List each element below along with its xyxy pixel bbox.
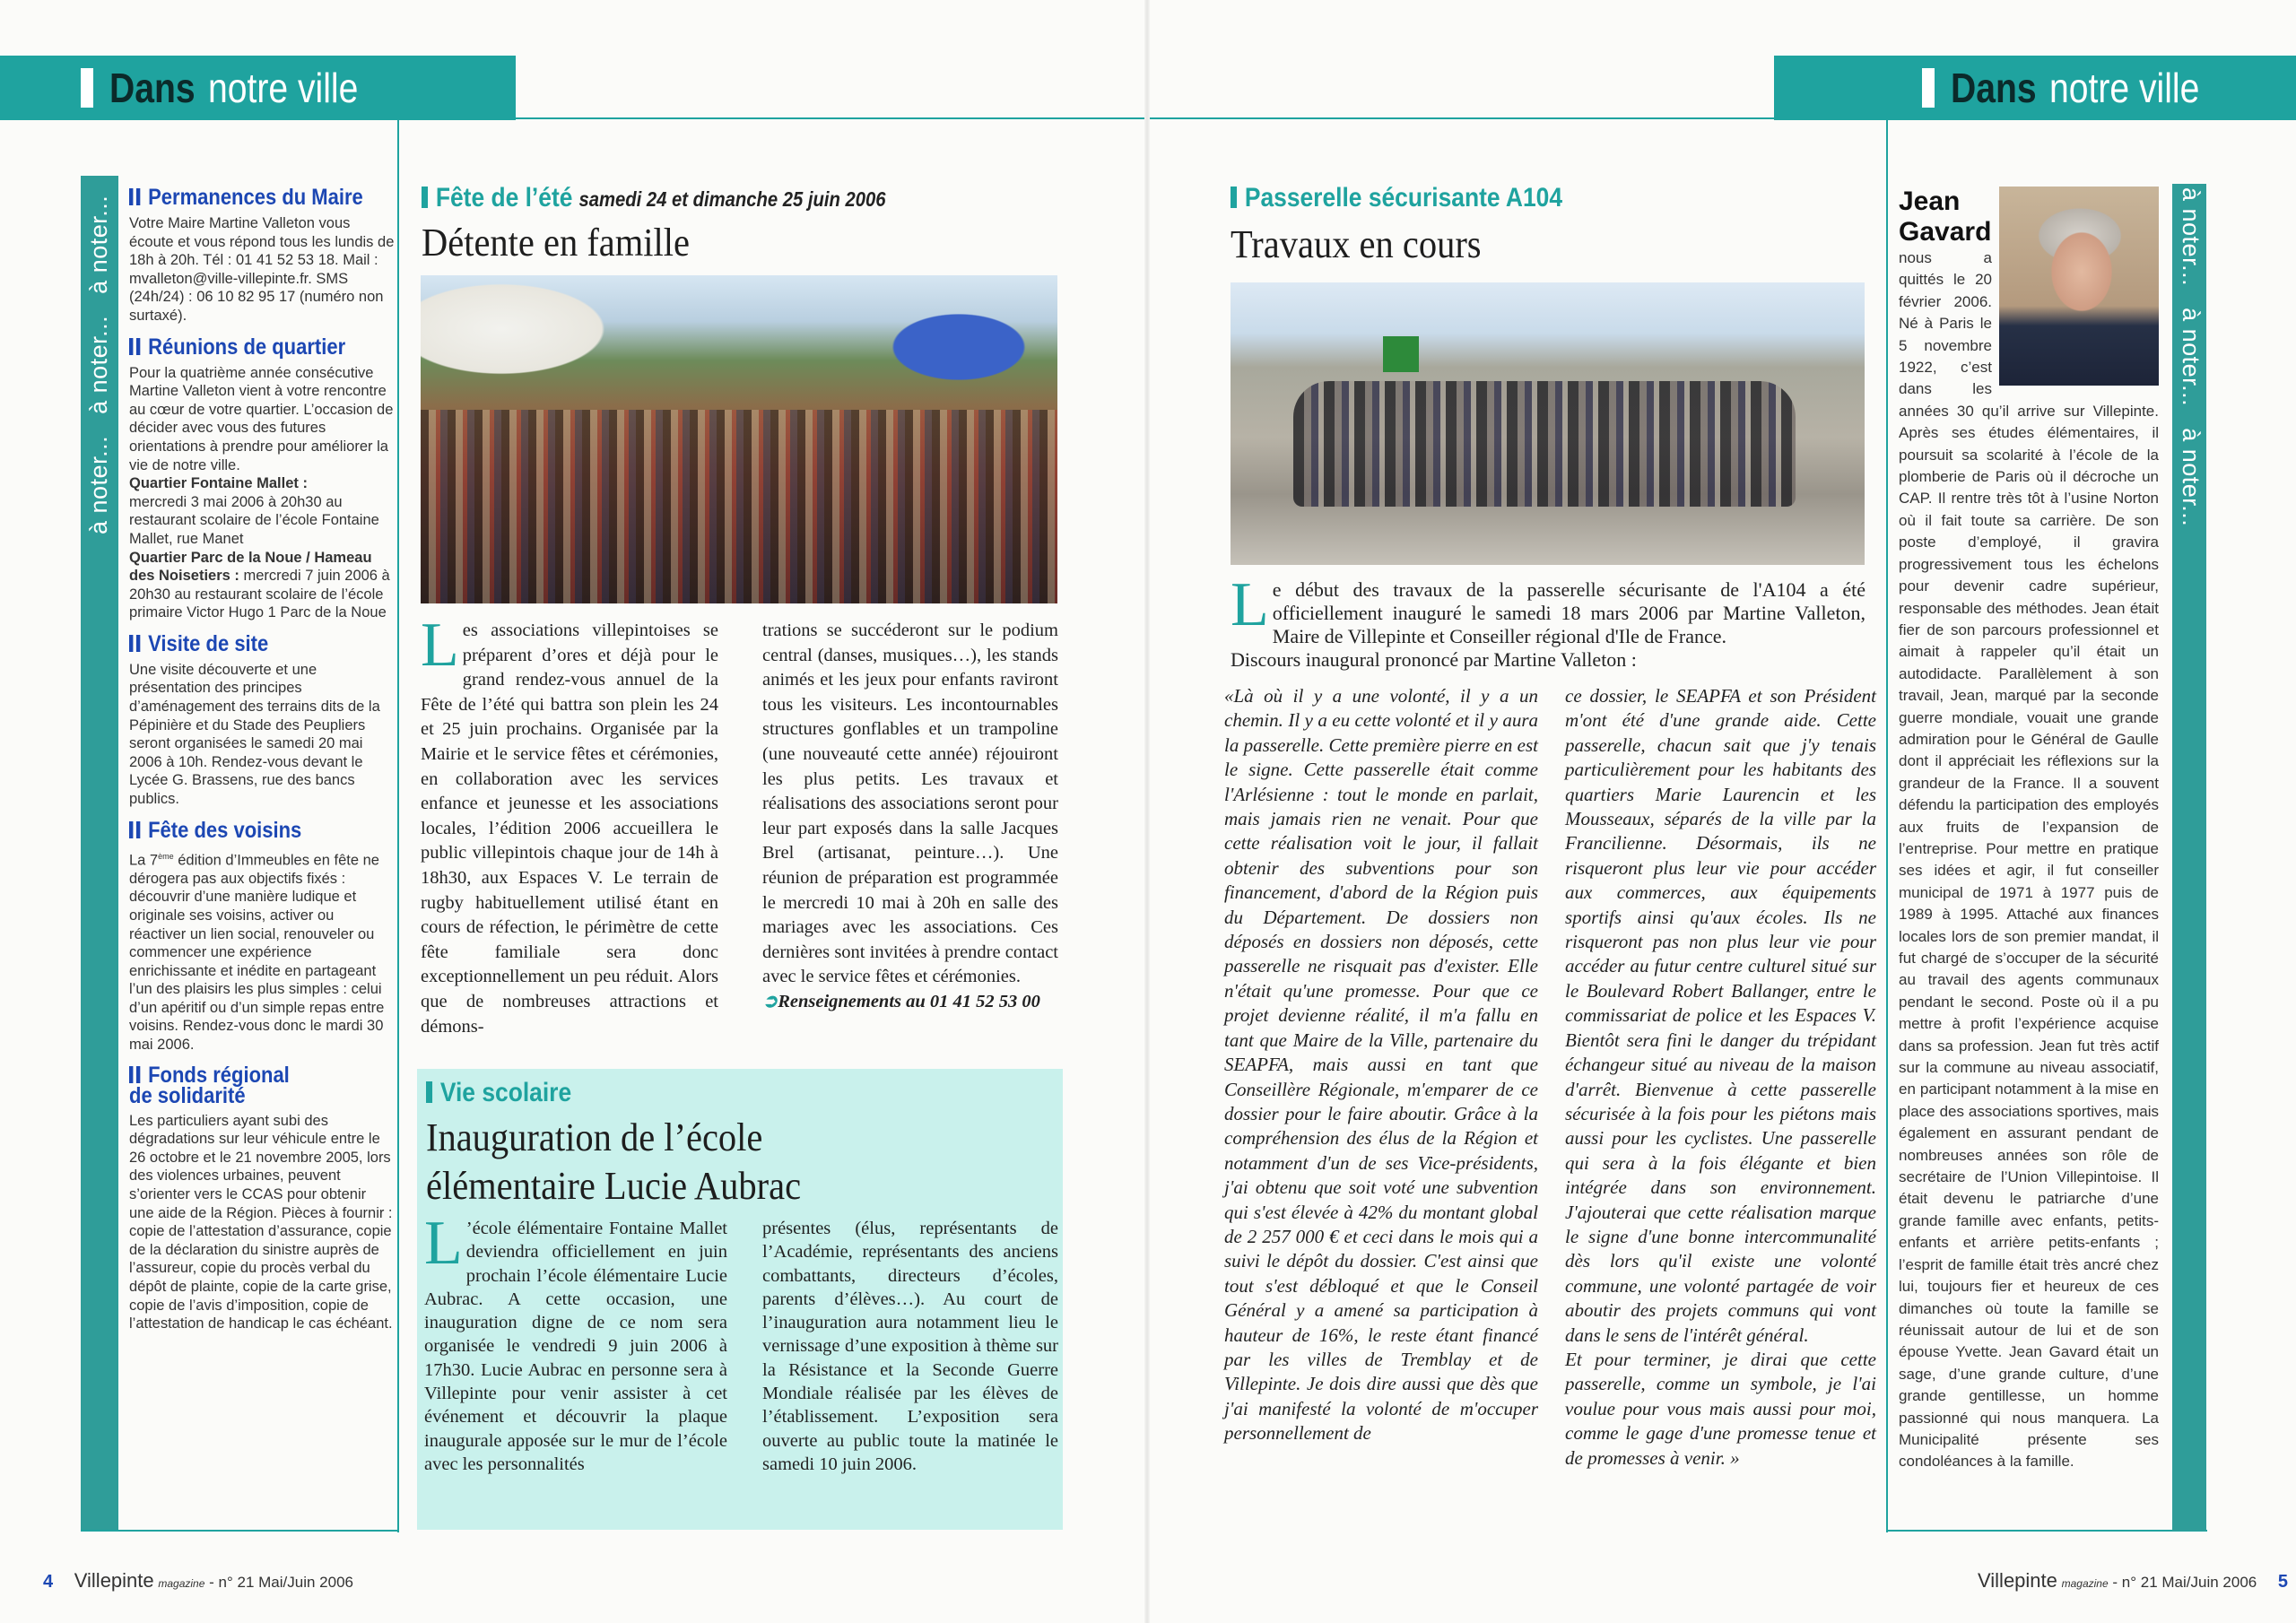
heading-voisins: Fête des voisins [129, 820, 362, 842]
header-title-bold: Dans [1951, 65, 2037, 111]
kicker-bar-icon [426, 1081, 432, 1103]
right-box-bottom [1886, 1530, 2207, 1532]
gavard-portrait [1999, 187, 2159, 386]
arrow-icon: ➲ [762, 991, 778, 1011]
note-strip-text: à noter... à noter... à noter... [85, 195, 112, 534]
reunions-q2-text: mercredi 7 juin 2006 à 20h30 au restaurant scolaire de l’école primaire Victor Hugo 1 Parc de la Noue [129, 568, 390, 621]
quote-col-2: ce dossier, le SEAPFA et son Président m'ont été d'une grande aide. Cette passerelle, chacun sait que j'y tenais particulièrement pour les habitants des quartiers Marie Laurencin et les Mousseaux, séparés de la ville par la Francilienne. Désormais, ils ne risqueront plus leur vie pour accéder aux commerces, aux équipements sportifs ainsi qu'aux écoles. Ils ne risqueront pas non plus leur vie pour accéder au futur centre culturel situé sur le Boulevard Robert Ballanger, entre le commissariat de police et les Espaces V. Bientôt sera fini le danger du trépidant échangeur situé au niveau de la maison d'arrêt. Bienvenue à cette passerelle sécurisée à la fois pour les piétons mais aussi pour les cyclistes. Une passerelle qui sera à la fois élégante et bien intégrée dans son environnement. J'ajouterai que cette réalisation marque le signe d'une bonne intercommunalité dès lors qu'il existe une volonté commune, une volonté partagée de voir aboutir des projets communs qui vont dans le sens de l'intérêt général. Et pour terminer, je dirai que cette passerelle, comme un symbole, je l'ai voulue pour vous mais aussi pour moi, comme le gage d'une promesse tenue et de promesses à venir. » [1565, 685, 1876, 1469]
fete-photo [421, 275, 1057, 603]
permanences-text: Votre Maire Martine Valleton vous écoute et vous répond tous les lundis de 18h à 20h. Tél : 01 41 52 53 18. Mail : mvalleton@ville-villepinte.fr. SMS (24h/24) : 06 10 82 95 17 (numéro non surtaxé). [129, 215, 395, 324]
dropcap: L [424, 1209, 463, 1278]
voisins-text: La 7ème édition d’Immeubles en fête ne dérogera pas aux objectifs fixés : découvrir d’une manière ludique et originale ses voisins, activer ou réactiver un lien social, renouveler ou commencer une expérience enrichissante et inédite en partageant l’un des plaisirs les plus simples : celui d’un apéritif ou d’un simple repas entre voisins. Rendez-vous donc le mardi 30 mai 2006. [129, 851, 385, 1054]
page-number: 5 [2277, 1572, 2288, 1592]
kicker-bar-icon [1231, 187, 1237, 208]
gavard-name: Jean Gavard [1899, 187, 1992, 247]
left-divider [397, 117, 399, 1532]
reunions-q1-label: Quartier Fontaine Mallet : [129, 475, 308, 492]
header-title-bold: Dans [109, 65, 196, 111]
heading-visite: Visite de site [129, 633, 362, 655]
footer-right: Villepinte magazine - n° 21 Mai/Juin 2006 5 [1978, 1569, 2288, 1592]
ecole-col-1: L ’école élémentaire Fontaine Mallet deviendra officiellement en juin prochain l’école élémentaire Lucie Aubrac. A cette occasion, une inauguration digne de ce nom sera organisée le vendredi 9 juin 2006 à 17h30. Lucie Aubrac en personne sera à Villepinte pour venir assister à cet événement et découvrir la plaque inaugurale apposée sur le mur de l’école avec les personnalités [424, 1209, 727, 1474]
heading-permanences: Permanences du Maire [129, 187, 362, 209]
fonds-text: Les particuliers ayant subi des dégradations sur leur véhicule entre le 26 octobre et le 21 novembre 2005, lors des violences urbaines, peuvent s’orienter vers le CCAS pour obtenir une aide de la Région. Pièces à fournir : copie de l’attestation d’assurance, copie de la déclaration du sinistre auprès de l’assureur, copie du procès verbal du dépôt de plainte, copie de la carte grise, copie de l’avis d’imposition, copie de l’attestation de handicap le cas échéant. [129, 1112, 393, 1332]
contact-line: ➲Renseignements au 01 41 52 53 00 [762, 991, 1040, 1011]
gutter [1144, 0, 1150, 1623]
header-bar-icon [1922, 68, 1935, 108]
fete-title: Détente en famille [422, 221, 690, 265]
passerelle-title: Travaux en cours [1231, 222, 1482, 266]
dropcap: L [421, 611, 459, 680]
page-number: 4 [43, 1572, 54, 1592]
gavard-obituary [1899, 187, 2159, 1473]
passerelle-photo [1231, 282, 1865, 565]
visite-text: Une visite découverte et une présentation des principes d’aménagement des terrains dits de la Pépinière et du Stade des Peupliers seront organisées le samedi 20 mai 2006 à 10h. Rendez-vous devant le Lycée G. Brassens, rue des bancs publics. [129, 661, 380, 808]
heading-fonds: Fonds régional de solidarité [129, 1062, 290, 1108]
header-bar-icon [81, 68, 93, 108]
ecole-box [417, 1069, 1063, 1530]
quote-col-1: «Là où il y a une volonté, il y a un chemin. Il y a eu cette volonté et il y aura la passerelle. Cette première pierre en est le signe. Cette passerelle était comme l'Arlésienne : tout le monde en parlait, mais jamais rien ne venait. Pour que cette réalisation voit le jour, il fallait obtenir des subventions pour son financement, d'abord de la Région puis du Département. De dossiers non déposés en dossiers non déposés, cette passerelle ne risquait pas d'exister. Elle n'était qu'une promesse. Pour que ce projet devienne réalité, il m'a fallu en tant que Maire de la Ville, partenaire du SEAPFA, mais aussi en tant que Conseillère Régionale, m'emparer de ce dossier pour le faire aboutir. Grâce à la compréhension des élus de la Région et notamment d'un de ses Vice-présidents, j'ai obtenu que soit voté une subvention qui s'est élevée à 42% du montant global de 2 257 000 € et ceci dans le mois qui a suivi le dépôt du dossier. C'est ainsi que tout s'est débloqué et que le Conseil Général y a amené sa participation à hauteur de 16%, le reste étant financé par les villes de Tremblay et de Villepinte. Je dois dire aussi que dès que j'ai manifesté la volonté de m'occuper personnellement de [1224, 685, 1538, 1445]
section-header-right [1774, 56, 2296, 120]
reunions-q1-text: mercredi 3 mai 2006 à 20h30 au restaurant scolaire de l’école Fontaine Mallet, rue Manet [129, 493, 379, 547]
left-box-bottom [81, 1530, 399, 1532]
note-strip-right [2172, 184, 2206, 1531]
note-strip-text: à noter... à noter... à noter... [2178, 187, 2205, 527]
speech-intro: Discours inaugural prononcé par Martine Valleton : [1231, 648, 1637, 671]
ecole-title: Inauguration de l’école élémentaire Lucie Aubrac [426, 1115, 802, 1208]
section-header-left [0, 56, 516, 120]
right-divider [1886, 117, 1888, 1532]
footer-left: 4 Villepinte magazine - n° 21 Mai/Juin 2006 [43, 1569, 353, 1592]
heading-reunions: Réunions de quartier [129, 336, 362, 359]
notes-sidebar [129, 187, 395, 1333]
gavard-text: nous a quittés le 20 février 2006. Né à Paris le 5 novembre 1922, c’est dans les années 30 qu’il arrive sur Villepinte. Après ses études élémentaires, il poursuit sa scolarité à l’école de la plomberie de Paris où il décroche un CAP. Il rentre très tôt à l’usine Norton où il fait toute sa carrière. De son poste d’employé, il gravira progressivement tous les échelons pour devenir cadre supérieur, responsable des méthodes. Jean était fier de son parcours professionnel et aimait à rappeler qu’il était un autodidacte. Parallèlement à son travail, Jean, marqué par la seconde guerre mondiale, vouait une grande admiration pour le Général de Gaulle dont il appréciait les réflexions sur la grandeur de la France. Il a souvent défendu la participation des employés aux fruits de l’expansion de l’entreprise. Pour mettre en pratique ses idées et agir, il fut conseiller municipal de 1971 à 1977 puis de 1989 à 1995. Attaché aux finances locales lors de son premier mandat, il fut chargé de s’occuper de la sécurité au travail des agents communaux pendant le second. Poste où il a pu mettre à profit l’expérience acquise dans sa profession. Jean fut très actif sur la commune au niveau associatif, en participant notamment à la mise en place des associations sportives, mais également en assurant pendant de nombreuses années son rôle de secrétaire de l’Union Villepintoise. Il était devenu le patriarche d’une grande famille avec enfants, petits-enfants et arrière petits-enfants ; l’esprit de famille était très ancré chez lui, toujours fier et heureux de ces dimanches où toute la famille se réunissait autour de lui et de son épouse Yvette. Jean Gavard était un sage, d’une grande culture, d’une grande gentillesse, un homme passionné qui nous manquera. La Municipalité présente ses condoléances à la famille. [1899, 249, 2159, 1471]
note-strip-left [81, 176, 118, 1530]
fete-col-1: Les associations villepintoises se préparent d’ores et déjà pour le grand rendez-vous annuel de la Fête de l’été qui battra son plein les 24 et 25 juin prochains. Organisée par la Mairie et le service fêtes et cérémonies, en collaboration avec les services enfance et jeunesse et les associations locales, l’édition 2006 accueillera le public villepintois chaque jour de 14h à 18h30, aux Espaces V. Le terrain de rugby habituellement utilisé étant en cours de réfection, le périmètre de cette fête familiale sera donc exceptionnellement un peu réduit. Alors que de nombreuses attractions et démons- [421, 611, 718, 1037]
dropcap: L [1231, 570, 1269, 639]
passerelle-intro: Le début des travaux de la passerelle sécurisante de l'A104 a été officiellement inauguré le samedi 18 mars 2006 par Martine Valleton, Maire de Villepinte et Conseiller régional d'Ile de France. Discours inaugural prononcé par Martine Valleton : [1231, 570, 1866, 671]
header-title-rest: notre ville [2049, 65, 2200, 111]
kicker-bar-icon [422, 187, 428, 208]
reunions-q2-label: Quartier Parc de la Noue / Hameau des Noisetiers : [129, 549, 372, 585]
passerelle-kicker: Passerelle sécurisante A104 [1231, 183, 1608, 213]
fete-col-2: trations se succéderont sur le podium central (danses, musiques…), les stands animés et les jeux pour enfants raviront tous les visiteurs. Les incontournables structures gonflables et un trampoline (une nouveauté cette année) réjouiront les plus petits. Les travaux et réalisations des associations seront pour leur part exposés dans la salle Jacques Brel (artisanat, peinture…). Une réunion de préparation est programmée le mercredi 10 mai à 20h en salle des mariages avec les associations. Ces dernières sont invitées à prendre contact avec le service fêtes et cérémonies. ➲Renseignements au 01 41 52 53 00 [762, 621, 1058, 1011]
fete-kicker: Fête de l’été samedi 24 et dimanche 25 juin 2006 [422, 183, 949, 213]
header-title-rest: notre ville [208, 65, 359, 111]
ecole-kicker: Vie scolaire [426, 1078, 591, 1108]
reunions-intro: Pour la quatrième année consécutive Martine Valleton vient à votre rencontre au cœur de votre quartier. L’occasion de décider avec vous des futures orientations à prendre pour améliorer la vie de notre ville. [129, 364, 394, 473]
ecole-col-2: présentes (élus, représentants de l’Académie, représentants des anciens combattants, directeurs d’écoles, parents d’élèves…). Au court de l’inauguration aura notamment lieu le vernissage d’une exposition à thème sur la Résistance et la Seconde Guerre Mondiale réalisée par les élèves de l’établissement. L’exposition sera ouverte au public toute la matinée le samedi 10 juin 2006. [762, 1219, 1058, 1474]
